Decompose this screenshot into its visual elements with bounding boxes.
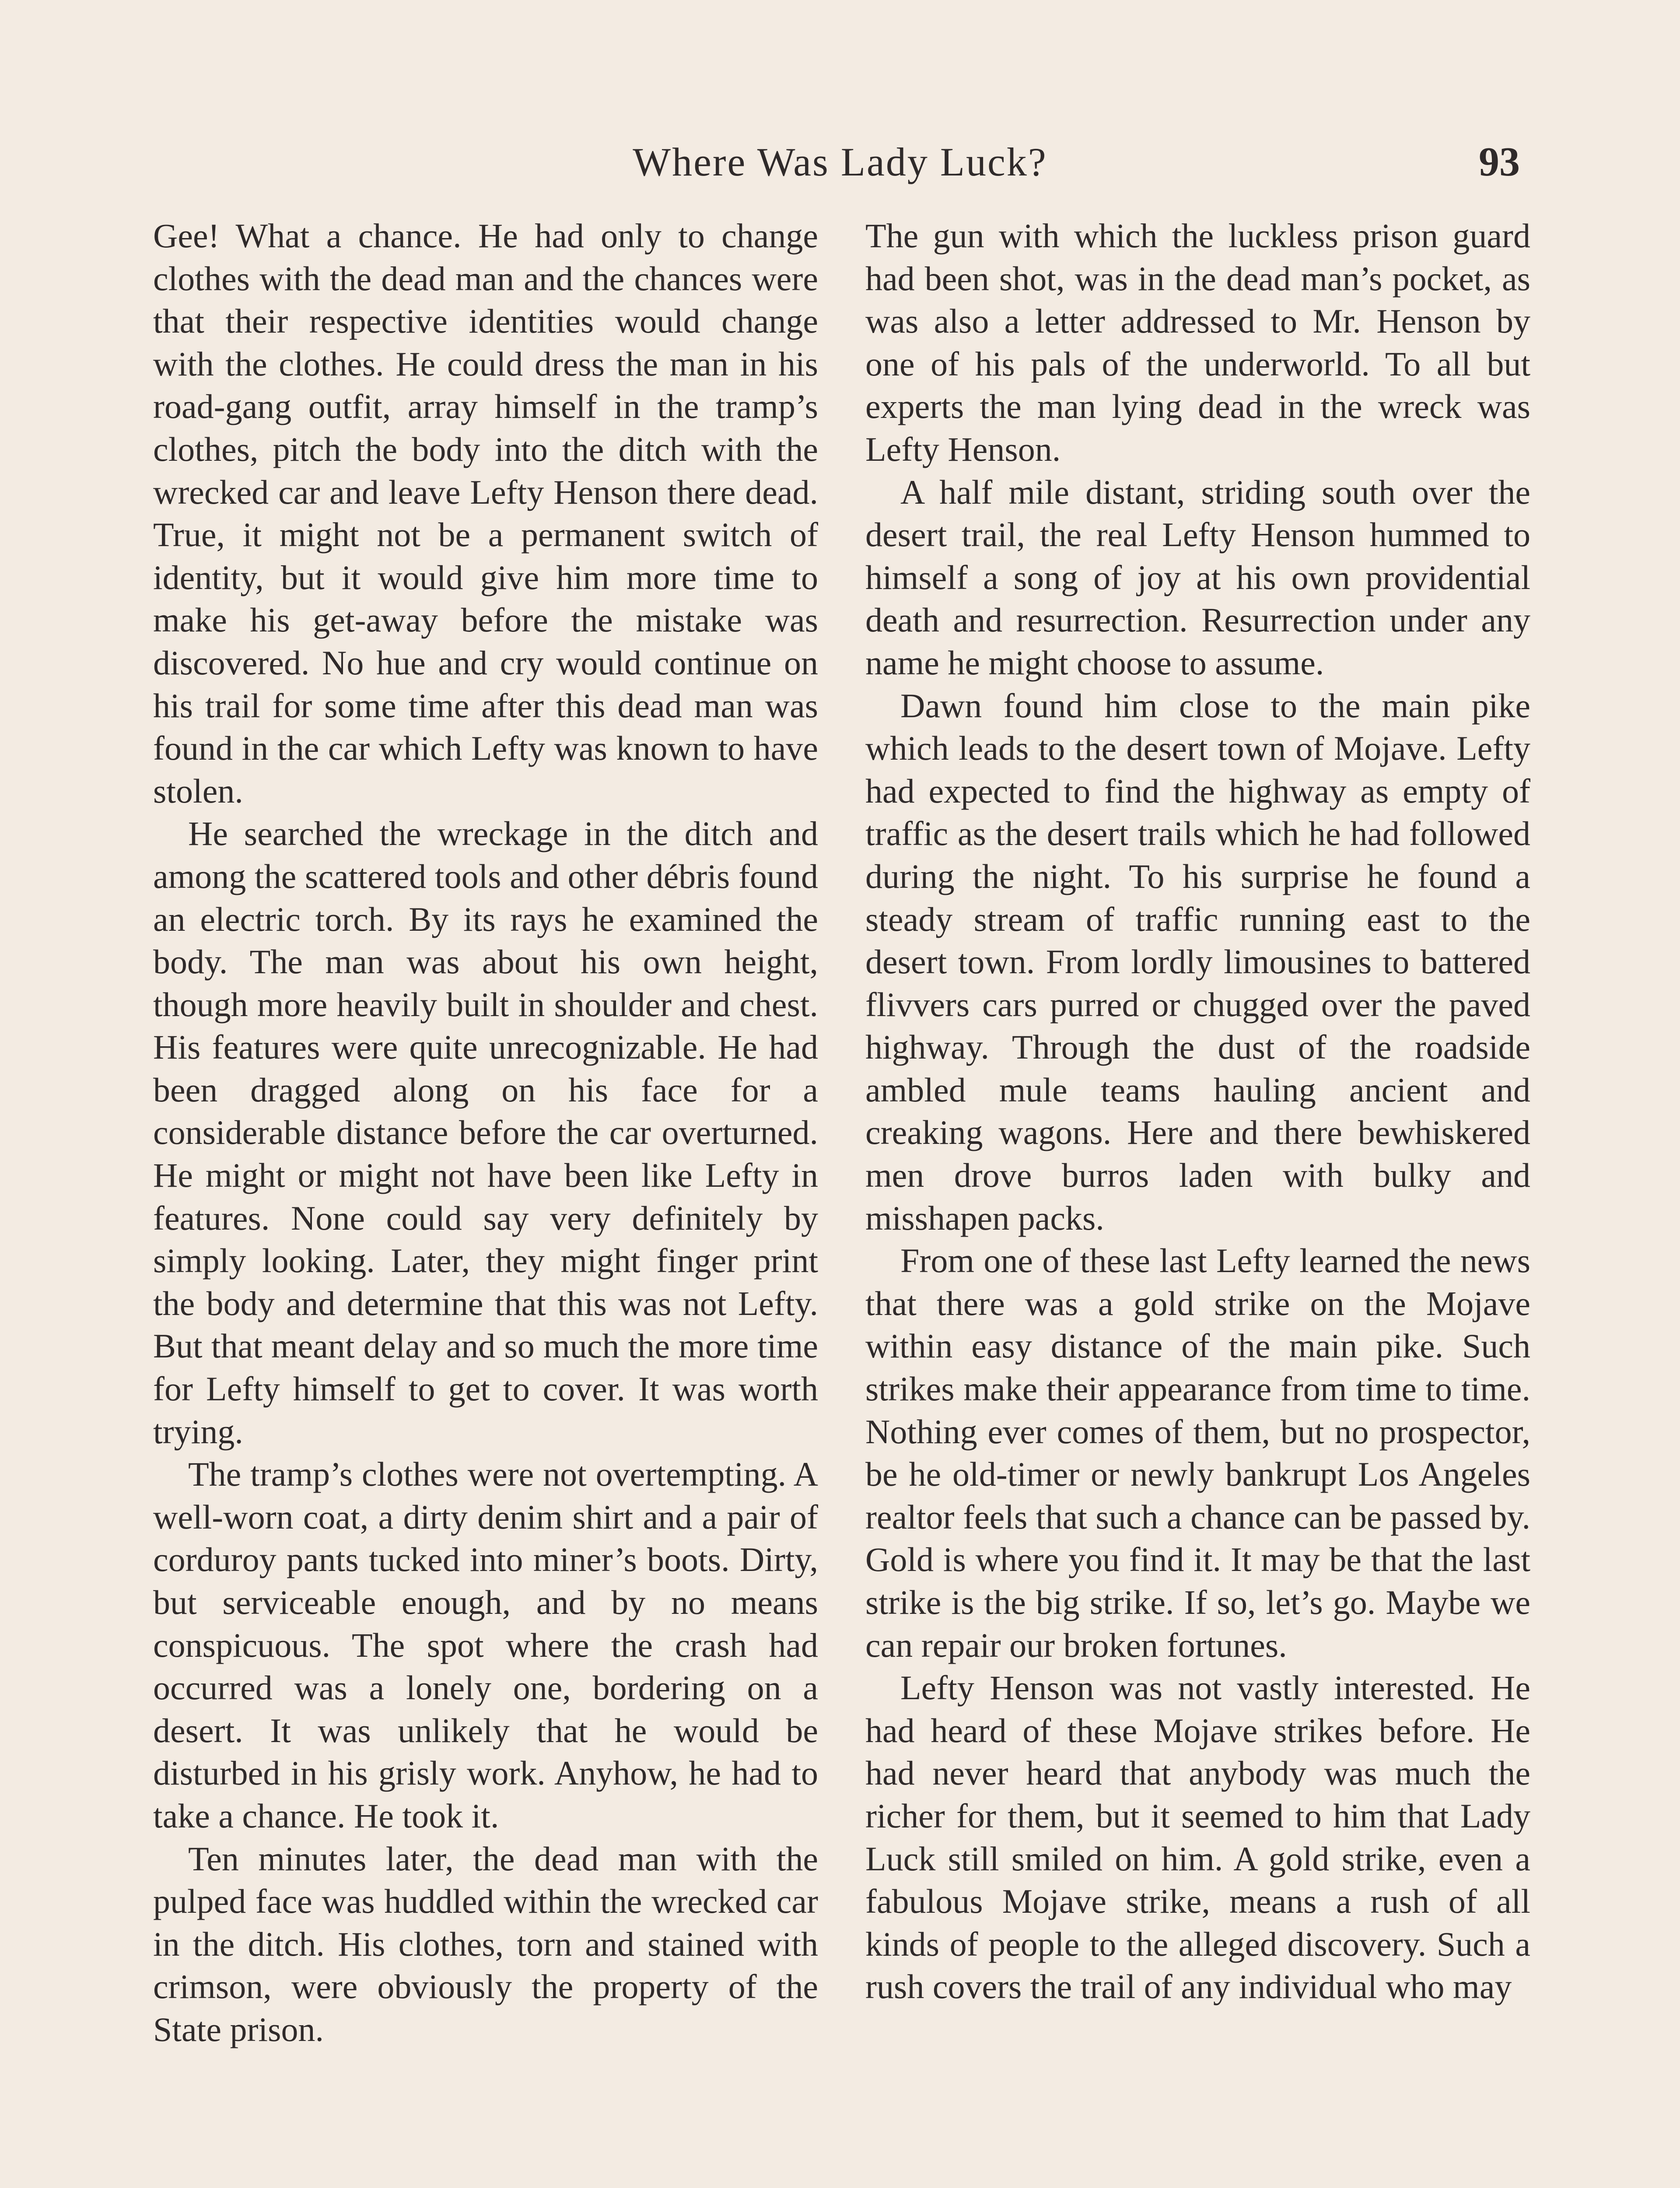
paragraph: He searched the wreckage in the ditch and among the scattered tools and other débris found an electric torch. By its rays he examined the body. The man was about his own height, though more heavily built in shoulder and chest. His features were quite unrecognizable. He had been dragged along on his face for a considerable distance before the car overturned. He might or might not have been like Lefty in features. None could say very definitely by simply looking. Later, they might finger print the body and determine that this was not Lefty. But that meant delay and so much the more time for Lefty himself to get to cover. It was worth trying.: [153, 814, 818, 1451]
paragraph: Gee! What a chance. He had only to change clothes with the dead man and the chances were that their respective identities would change with the clothes. He could dress the man in his road-gang outfit, array himself in the tramp’s clothes, pitch the body into the ditch with the wrecked car and leave Lefty Henson there dead. True, it might not be a permanent switch of identity, but it would give him more time to make his get-away before the mistake was discovered. No hue and cry would continue on his trail for some time after this dead man was found in the car which Lefty was known to have stolen.: [153, 217, 818, 810]
paragraph: Dawn found him close to the main pike which leads to the desert town of Mojave. Lefty had expected to find the highway as empty of traffic as the desert trails which he had followed during the night. To his surprise he found a steady stream of traffic running east to the desert town. From lordly limousines to battered flivvers cars purred or chugged over the paved highway. Through the dust of the roadside ambled mule teams hauling ancient and creaking wagons. Here and there bewhiskered men drove burros laden with bulky and misshapen packs.: [865, 686, 1530, 1237]
left-column: [153, 214, 818, 2051]
paragraph: The tramp’s clothes were not overtempting. A well-worn coat, a dirty denim shirt and a pair of corduroy pants tucked into miner’s boots. Dirty, but serviceable enough, and by no means conspicuous. The spot where the crash had occurred was a lonely one, bordering on a desert. It was unlikely that he would be disturbed in his grisly work. Anyhow, he had to take a chance. He took it.: [153, 1455, 818, 1835]
paragraph: Ten minutes later, the dead man with the pulped face was huddled within the wrecked car in the ditch. His clothes, torn and stained with crimson, were obviously the property of the State prison.: [153, 1839, 818, 2048]
paragraph: Lefty Henson was not vastly interested. He had heard of these Mojave strikes before. He had never heard that anybody was much the richer for them, but it seemed to him that Lady Luck still smiled on him. A gold strike, even a fabulous Mojave strike, means a rush of all kinds of people to the alleged discovery. Such a rush covers the trail of any individual who may: [865, 1669, 1530, 2006]
paragraph: The gun with which the luckless prison guard had been shot, was in the dead man’s pocket, as was also a letter addressed to Mr. Henson by one of his pals of the underworld. To all but experts the man lying dead in the wreck was Lefty Henson.: [865, 217, 1530, 468]
paragraph: From one of these last Lefty learned the news that there was a gold strike on the Mojave within easy distance of the main pike. Such strikes make their appearance from time to time. Nothing ever comes of them, but no prospector, be he old-timer or newly bankrupt Los Angeles realtor feels that such a chance can be passed by. Gold is where you find it. It may be that the last strike is the big strike. If so, let’s go. Maybe we can repair our broken fortunes.: [865, 1241, 1530, 1664]
running-title: Where Was Lady Luck?: [633, 140, 1047, 184]
page-number: 93: [1479, 139, 1520, 185]
page-header: [0, 131, 1680, 193]
right-column: [865, 214, 1530, 2008]
paragraph: A half mile distant, striding south over the desert trail, the real Lefty Henson hummed to himself a song of joy at his own providential death and resurrection. Resurrection under any name he might choose to assume.: [865, 473, 1530, 682]
